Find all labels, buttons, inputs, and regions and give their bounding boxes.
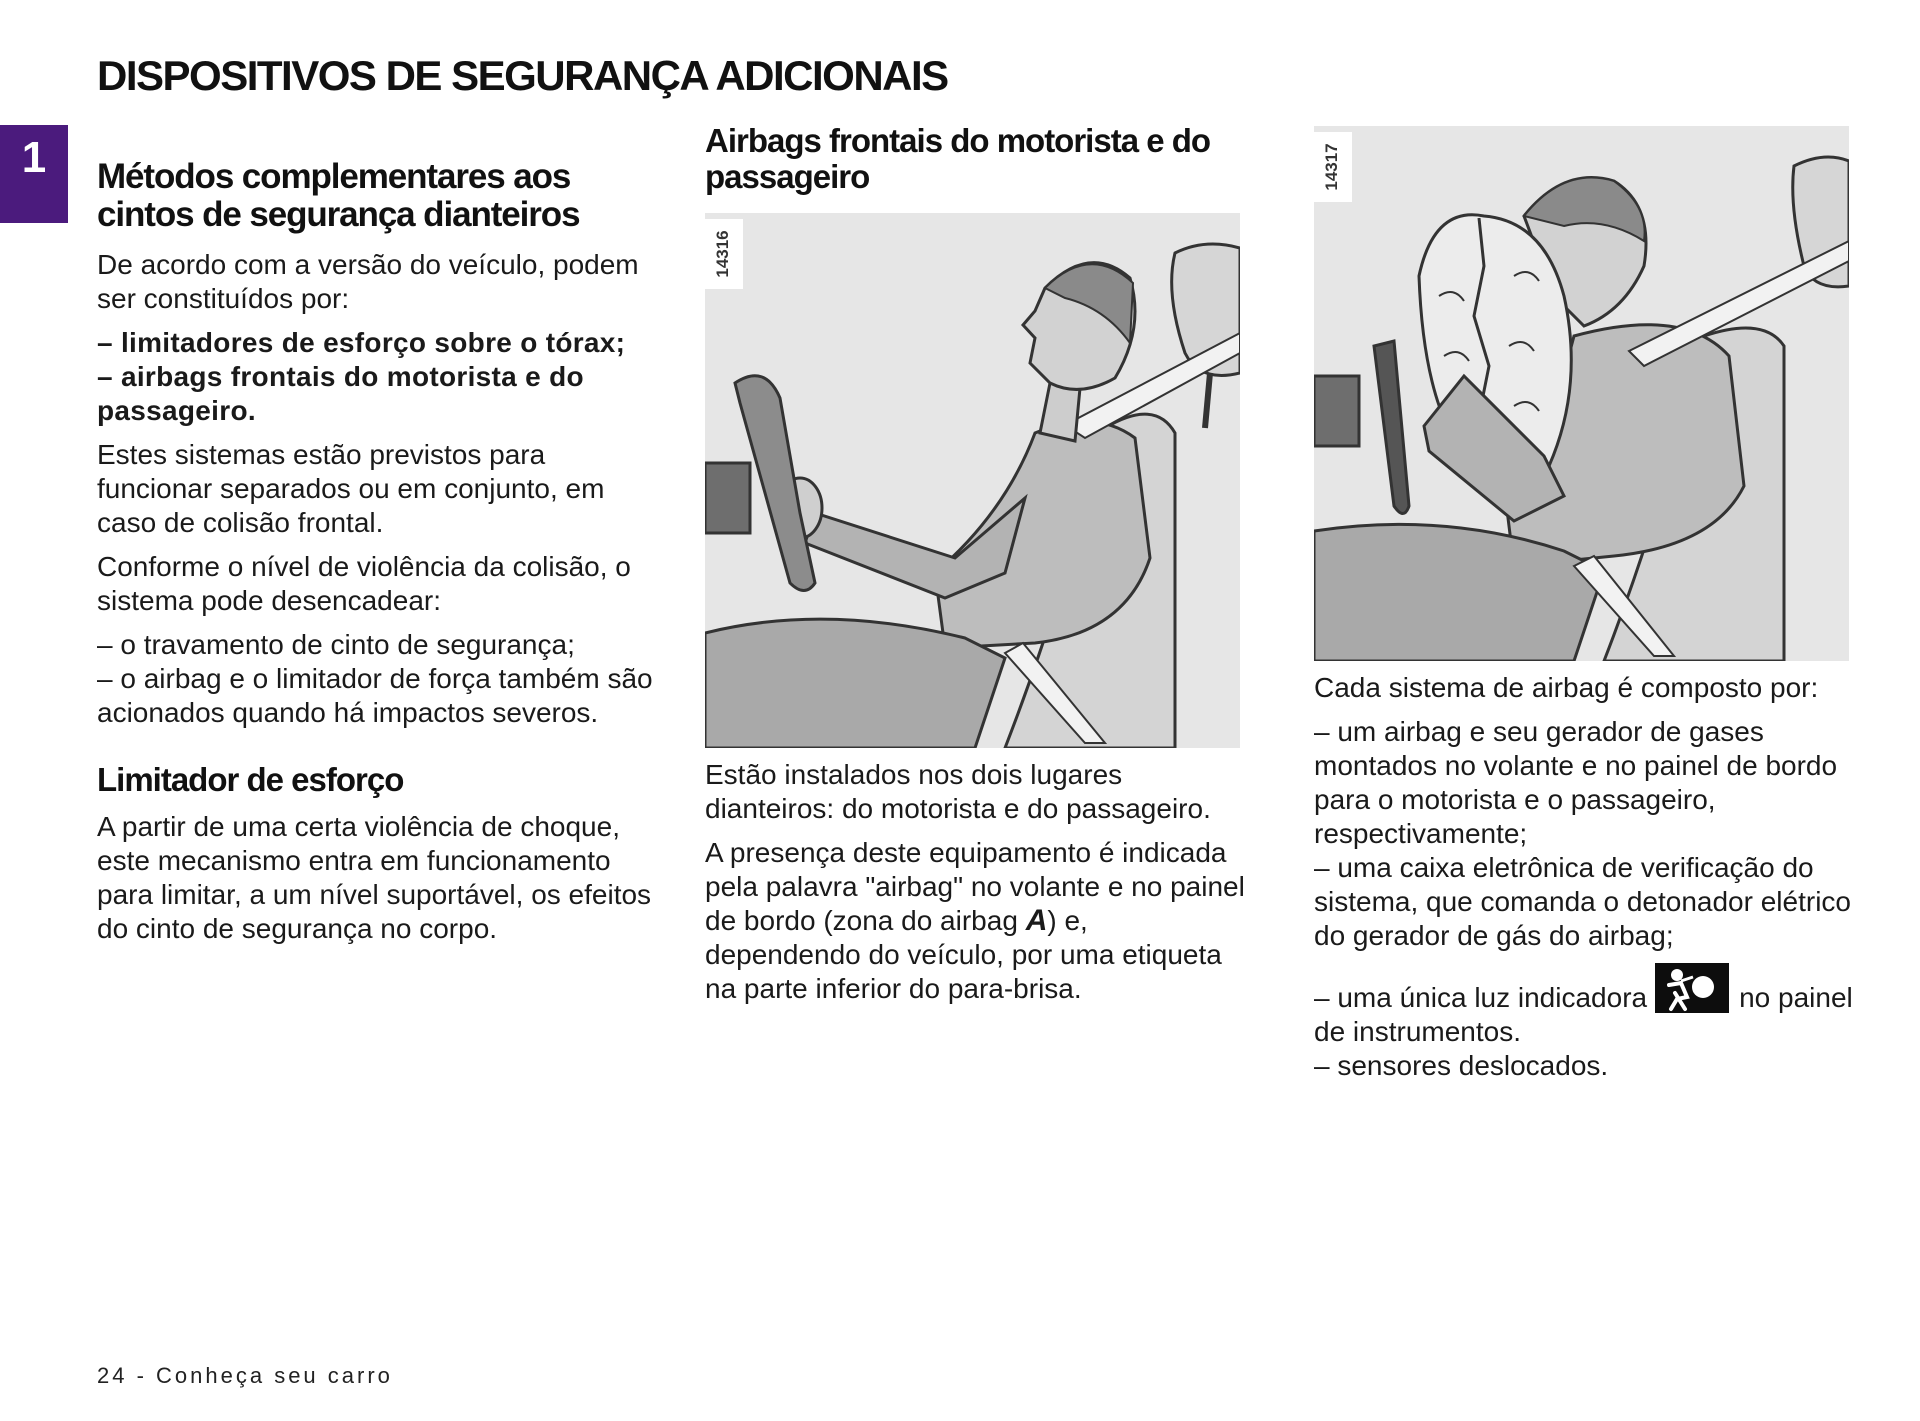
bold-list-item: – limitadores de esforço sobre o tórax; (97, 327, 626, 358)
paragraph: Estes sistemas estão previstos para funcionar separados ou em conjunto, em caso de colisão frontal. (97, 439, 605, 538)
airbag-deployed-illustration (1314, 126, 1849, 661)
airbag-warning-light-icon (1655, 963, 1729, 1013)
airbag-illustration-drawing (1314, 126, 1849, 661)
chapter-tab: 1 (0, 125, 68, 223)
intro-paragraph: Cada sistema de airbag é composto por: (1314, 672, 1819, 703)
paragraph: A presença deste equipamento é indicada pela palavra "airbag" no volante e no painel de bordo (zona do airbag A) e, dependendo do veículo, por uma etiqueta na parte inferior do para-brisa. (705, 837, 1245, 1004)
figure-number-label: 14317 (1314, 132, 1352, 202)
column-middle (705, 123, 1245, 1016)
list-item: – uma única luz indicadora no painel de instrumentos. (1314, 963, 1859, 1049)
paragraph: Estão instalados nos dois lugares dianteiros: do motorista e do passageiro. (705, 759, 1211, 824)
zone-label-a: A (1025, 904, 1048, 937)
intro-paragraph: De acordo com a versão do veículo, podem ser constituídos por: (97, 249, 639, 314)
bold-list-item: – airbags frontais do motorista e do passageiro. (97, 361, 584, 426)
column-right (1314, 126, 1859, 1093)
driver-illustration-drawing (705, 213, 1240, 748)
column-left (97, 158, 657, 956)
list-item: – uma caixa eletrônica de verificação do sistema, que comanda o detonador elétrico do gerador de gás do airbag; (1314, 852, 1851, 951)
list-item: – o airbag e o limitador de força também são acionados quando há impactos severos. (97, 663, 653, 728)
list-item: – sensores deslocados. (1314, 1050, 1609, 1081)
driver-seated-illustration (705, 213, 1240, 748)
section-heading-frontal-airbags: Airbags frontais do motorista e do passageiro (705, 122, 1211, 195)
page-title: DISPOSITIVOS DE SEGURANÇA ADICIONAIS (97, 52, 948, 99)
figure-number-label: 14316 (705, 219, 743, 289)
page-footer: 24 - Conheça seu carro (97, 1363, 393, 1388)
section-heading-force-limiter: Limitador de esforço (97, 761, 404, 798)
list-item: – um airbag e seu gerador de gases montados no volante e no painel de bordo para o motorista e o passageiro, respectivamente; (1314, 716, 1838, 849)
paragraph: A partir de uma certa violência de choque, este mecanismo entra em funcionamento para limitar, a um nível suportável, os efeitos do cinto de segurança no corpo. (97, 811, 652, 944)
list-item: – o travamento de cinto de segurança; (97, 629, 575, 660)
paragraph: Conforme o nível de violência da colisão, o sistema pode desencadear: (97, 551, 631, 616)
section-heading-complementary-methods: Métodos complementares aos cintos de segurança dianteiros (97, 157, 580, 234)
